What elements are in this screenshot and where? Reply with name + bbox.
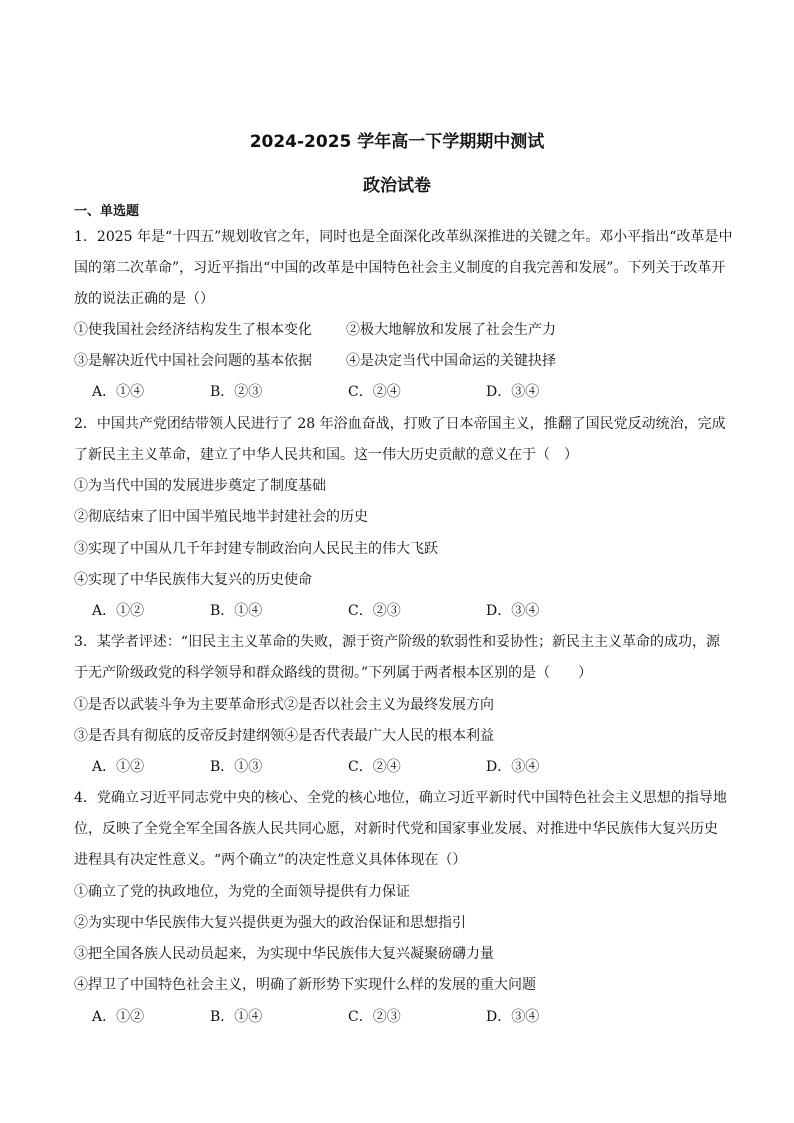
statement-2: ②为实现中华民族伟大复兴提供更为强大的政治保证和思想指引 <box>74 915 466 931</box>
exam-title: 2024-2025 学年高一下学期期中测试 <box>249 132 545 152</box>
statement-1-2: ①是否以武装斗争为主要革命形式②是否以社会主义为最终发展方向 <box>74 697 494 713</box>
choice-d[interactable]: D．③④ <box>486 384 540 400</box>
statement-3: ③把全国各族人民动员起来，为实现中华民族伟大复兴凝聚磅礴力量 <box>74 946 494 962</box>
statement-4: ④捍卫了中国特色社会主义，明确了新形势下实现什么样的发展的重大问题 <box>74 977 536 993</box>
statement-1: ①确立了党的执政地位，为党的全面领导提供有力保证 <box>74 884 410 900</box>
choice-c[interactable]: C．②③ <box>348 1009 401 1025</box>
choice-c[interactable]: C．②③ <box>348 603 401 619</box>
exam-subtitle: 政治试卷 <box>363 176 431 196</box>
question-stem-line: 2．中国共产党团结带领人民进行了 28 年浴血奋战，打败了日本帝国主义，推翻了国民党反动统治，完成 <box>74 416 726 432</box>
choice-d[interactable]: D．③④ <box>486 603 540 619</box>
question-stem-line: 位，反映了全党全军全国各族人民共同心愿，对新时代党和国家事业发展、对推进中华民族伟大复兴历史 <box>74 821 718 837</box>
choice-c[interactable]: C．②④ <box>348 759 401 775</box>
choice-a[interactable]: A．①② <box>92 1009 145 1025</box>
choice-c[interactable]: C．②④ <box>348 384 401 400</box>
question-stem-line: 进程具有决定性意义。“两个确立”的决定性意义具体体现在（） <box>74 852 467 868</box>
statement-3-4: ③是否具有彻底的反帝反封建纲领④是否代表最广大人民的根本利益 <box>74 728 494 744</box>
choice-a[interactable]: A．①② <box>92 603 145 619</box>
question-stem-line: 了新民主主义革命，建立了中华人民共和国。这一伟大历史贡献的意义在于（ ） <box>74 447 578 463</box>
question-stem-line: 国的第二次革命”，习近平指出“中国的改革是中国特色社会主义制度的自我完善和发展”。下列关于改革开 <box>74 260 726 276</box>
choice-b[interactable]: B．①④ <box>210 603 263 619</box>
question-stem-line: 于无产阶级政党的科学领导和群众路线的贯彻。”下列属于两者根本区别的是（ ） <box>74 665 593 681</box>
choice-d[interactable]: D．③④ <box>486 759 540 775</box>
choice-d[interactable]: D．③④ <box>486 1009 540 1025</box>
statement-2: ②极大地解放和发展了社会生产力 <box>346 322 556 338</box>
section-heading: 一、单选题 <box>74 204 140 219</box>
question-stem-line: 3．某学者评述：“旧民主主义革命的失败，源于资产阶级的软弱性和妥协性；新民主主义革命的成功，源 <box>74 634 721 650</box>
statement-3: ③实现了中国从几千年封建专制政治向人民民主的伟大飞跃 <box>74 541 438 557</box>
statement-1: ①使我国社会经济结构发生了根本变化 <box>74 322 312 338</box>
question-stem-line: 4．党确立习近平同志党中央的核心、全党的核心地位，确立习近平新时代中国特色社会主义思想的指导地 <box>74 790 727 806</box>
choice-a[interactable]: A．①② <box>92 759 145 775</box>
statement-4: ④是决定当代中国命运的关键抉择 <box>346 353 556 369</box>
choice-b[interactable]: B．①④ <box>210 1009 263 1025</box>
choice-b[interactable]: B．①③ <box>210 759 263 775</box>
statement-4: ④实现了中华民族伟大复兴的历史使命 <box>74 572 312 588</box>
question-stem-line: 放的说法正确的是（） <box>74 291 214 307</box>
statement-2: ②彻底结束了旧中国半殖民地半封建社会的历史 <box>74 509 368 525</box>
question-stem-line: 1．2025 年是“十四五”规划收官之年，同时也是全面深化改革纵深推进的关键之年。邓小平指出“改革是中 <box>74 229 733 245</box>
statement-1: ①为当代中国的发展进步奠定了制度基础 <box>74 478 326 494</box>
statement-3: ③是解决近代中国社会问题的基本依据 <box>74 353 312 369</box>
choice-a[interactable]: A．①④ <box>92 384 145 400</box>
choice-b[interactable]: B．②③ <box>210 384 263 400</box>
